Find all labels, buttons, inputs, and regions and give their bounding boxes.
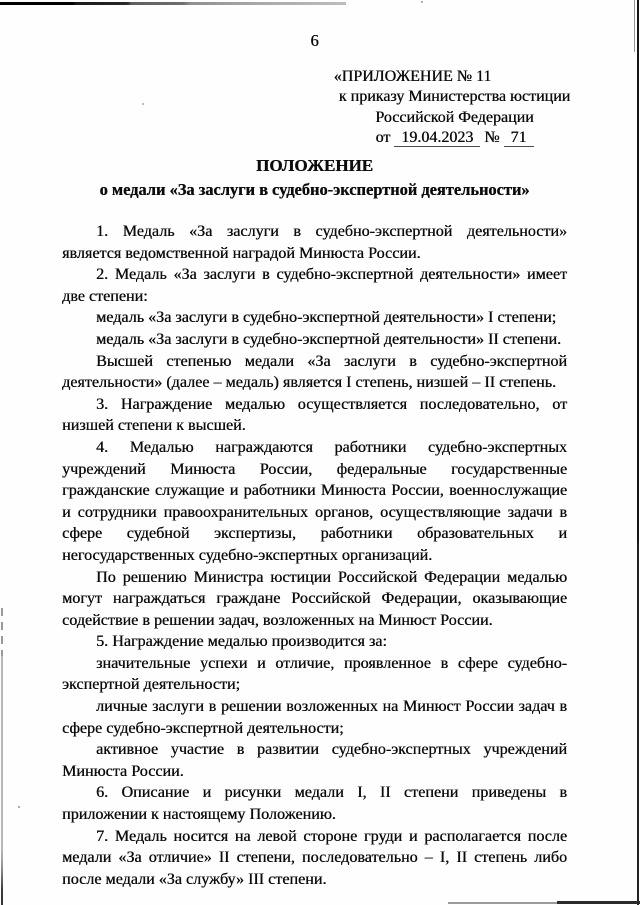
paragraph: медаль «За заслуги в судебно-экспертной деятельности» I степени; [96, 309, 557, 327]
scan-artifact-top-edge-line [0, 2, 346, 5]
paragraph: значительные успехи и отличие, проявленное в сфере судебно-экспертной деятельности; [62, 654, 567, 694]
document-body [62, 221, 567, 890]
order-date-number-line [337, 128, 572, 148]
page-number: 6 [310, 31, 319, 50]
appendix-header [333, 67, 572, 149]
order-date-value: 19.04.2023 [394, 129, 480, 147]
order-date-prefix: от [375, 129, 391, 147]
appendix-order-line: к приказу Министерства юстиции [338, 88, 571, 106]
paragraph: 7. Медаль носится на левой стороне груди и располагается после медали «За отличие» II степени, последовательно – I, II степень либо после медали «За службу» III степени. [62, 827, 567, 888]
scan-artifact-speck [18, 806, 20, 808]
scan-artifact-left-edge-line [1, 656, 3, 905]
scan-artifact-right-edge-secondary-line [634, 0, 636, 52]
paragraph: личные заслуги в решении возложенных на Минюст России задач в сфере судебно-экспертной деятельности; [62, 698, 567, 737]
order-number-value: 71 [504, 129, 534, 147]
paragraph: 6. Описание и рисунки медали I, II степени приведены в приложении к настоящему Положению. [62, 784, 567, 824]
paragraph: 5. Награждение медалью производится за: [96, 633, 387, 651]
paragraph: По решению Министра юстиции Российской Федерации медалью могут награждаться граждане Российской Федерации, оказывающие содействие в решении задач, возложенных на Минюст России. [62, 568, 567, 629]
document-title: ПОЛОЖЕНИЕ [256, 156, 373, 175]
scan-artifact-right-edge-line [637, 0, 639, 905]
paragraph: 2. Медаль «За заслуги в судебно-экспертной деятельности» имеет две степени: [62, 266, 567, 305]
paragraph: Высшей степенью медали «За заслуги в судебно-экспертной деятельности» (далее – медаль) является I степень, низшей – II степень. [62, 352, 567, 392]
paragraph: медаль «За заслуги в судебно-экспертной деятельности» II степени. [96, 330, 561, 348]
paragraph: 3. Награждение медалью осуществляется последовательно, от низшей степени к высшей. [62, 395, 567, 435]
paragraph: активное участие в развитии судебно-экспертных учреждений Минюста России. [62, 741, 567, 780]
order-number-sign: № [484, 129, 500, 147]
scan-artifact-speck [421, 1, 423, 3]
paragraph: 4. Медалью награждаются работники судебно-экспертных учреждений Минюста России, федеральные государственные гражданские служащие и работники Минюста России, военнослужащие и сотрудники правоохранительных органов, осуществляющие задачи в сфере судебной экспертизы, работники образовательных и негосударственных судебно-экспертных организаций. [62, 438, 567, 564]
appendix-ministry-line: Российской Федерации [375, 108, 534, 126]
scan-artifact-left-edge-dashes [1, 608, 3, 658]
document-subtitle: о медали «За заслуги в судебно-экспертной деятельности» [99, 180, 530, 199]
paragraph: 1. Медаль «За заслуги в судебно-экспертной деятельности» является ведомственной наградой Минюста России. [62, 223, 567, 262]
scan-artifact-speck [142, 103, 144, 105]
appendix-title-line: «ПРИЛОЖЕНИЕ № 11 [333, 68, 492, 85]
scan-artifact-bottom-line-gray [448, 902, 557, 905]
scan-artifact-bottom-line-dark [557, 901, 640, 904]
